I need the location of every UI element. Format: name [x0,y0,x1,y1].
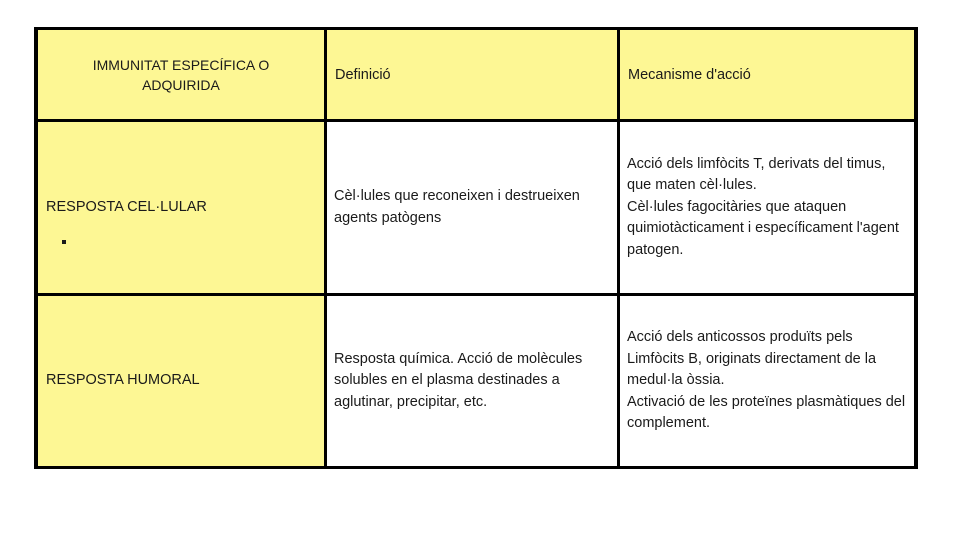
table-title-cell [38,30,324,119]
header-mechanism-cell [620,30,914,119]
mechanism-cellular-line: Cèl·lules fagocitàries que ataquen quimiotàcticament i específicament l'agent patogen. [627,198,899,258]
row-label-cell-humoral [38,296,324,466]
row-label-cellular: RESPOSTA CEL·LULAR [46,198,207,215]
definition-cell-cellular [327,122,617,293]
row-label-humoral: RESPOSTA HUMORAL [46,372,200,389]
mechanism-humoral-line: Activació de les proteïnes plasmàtiques del complement. [627,393,906,432]
mechanism-humoral-line: Acció dels anticossos produïts pels Limfòcits B, originats directament de la medul·la òssia. [627,329,877,389]
header-definition: Definició [335,66,391,83]
table-title-line2: ADQUIRIDA [142,76,220,93]
definition-cell-humoral [327,296,617,466]
mechanism-cellular-line: Acció dels limfòcits T, derivats del timus, que maten cèl·lules. [627,155,886,194]
mechanism-cell-humoral [620,296,914,466]
row-label-cell-cellular [38,122,324,293]
header-mechanism: Mecanisme d'acció [628,66,751,83]
mechanism-cellular [627,154,910,262]
mechanism-cell-cellular [620,122,914,293]
table-title-line1: IMMUNITAT ESPECÍFICA O [92,56,270,73]
bullet-point [62,240,66,244]
table-title [93,55,270,95]
definition-humoral: Resposta química. Acció de molècules solubles en el plasma destinades a aglutinar, precipitar, etc. [334,350,583,410]
mechanism-humoral [627,327,910,435]
definition-cellular: Cèl·lules que reconeixen i destrueixen agents patògens [334,188,580,226]
header-definition-cell [327,30,617,119]
immunity-table [34,27,918,469]
